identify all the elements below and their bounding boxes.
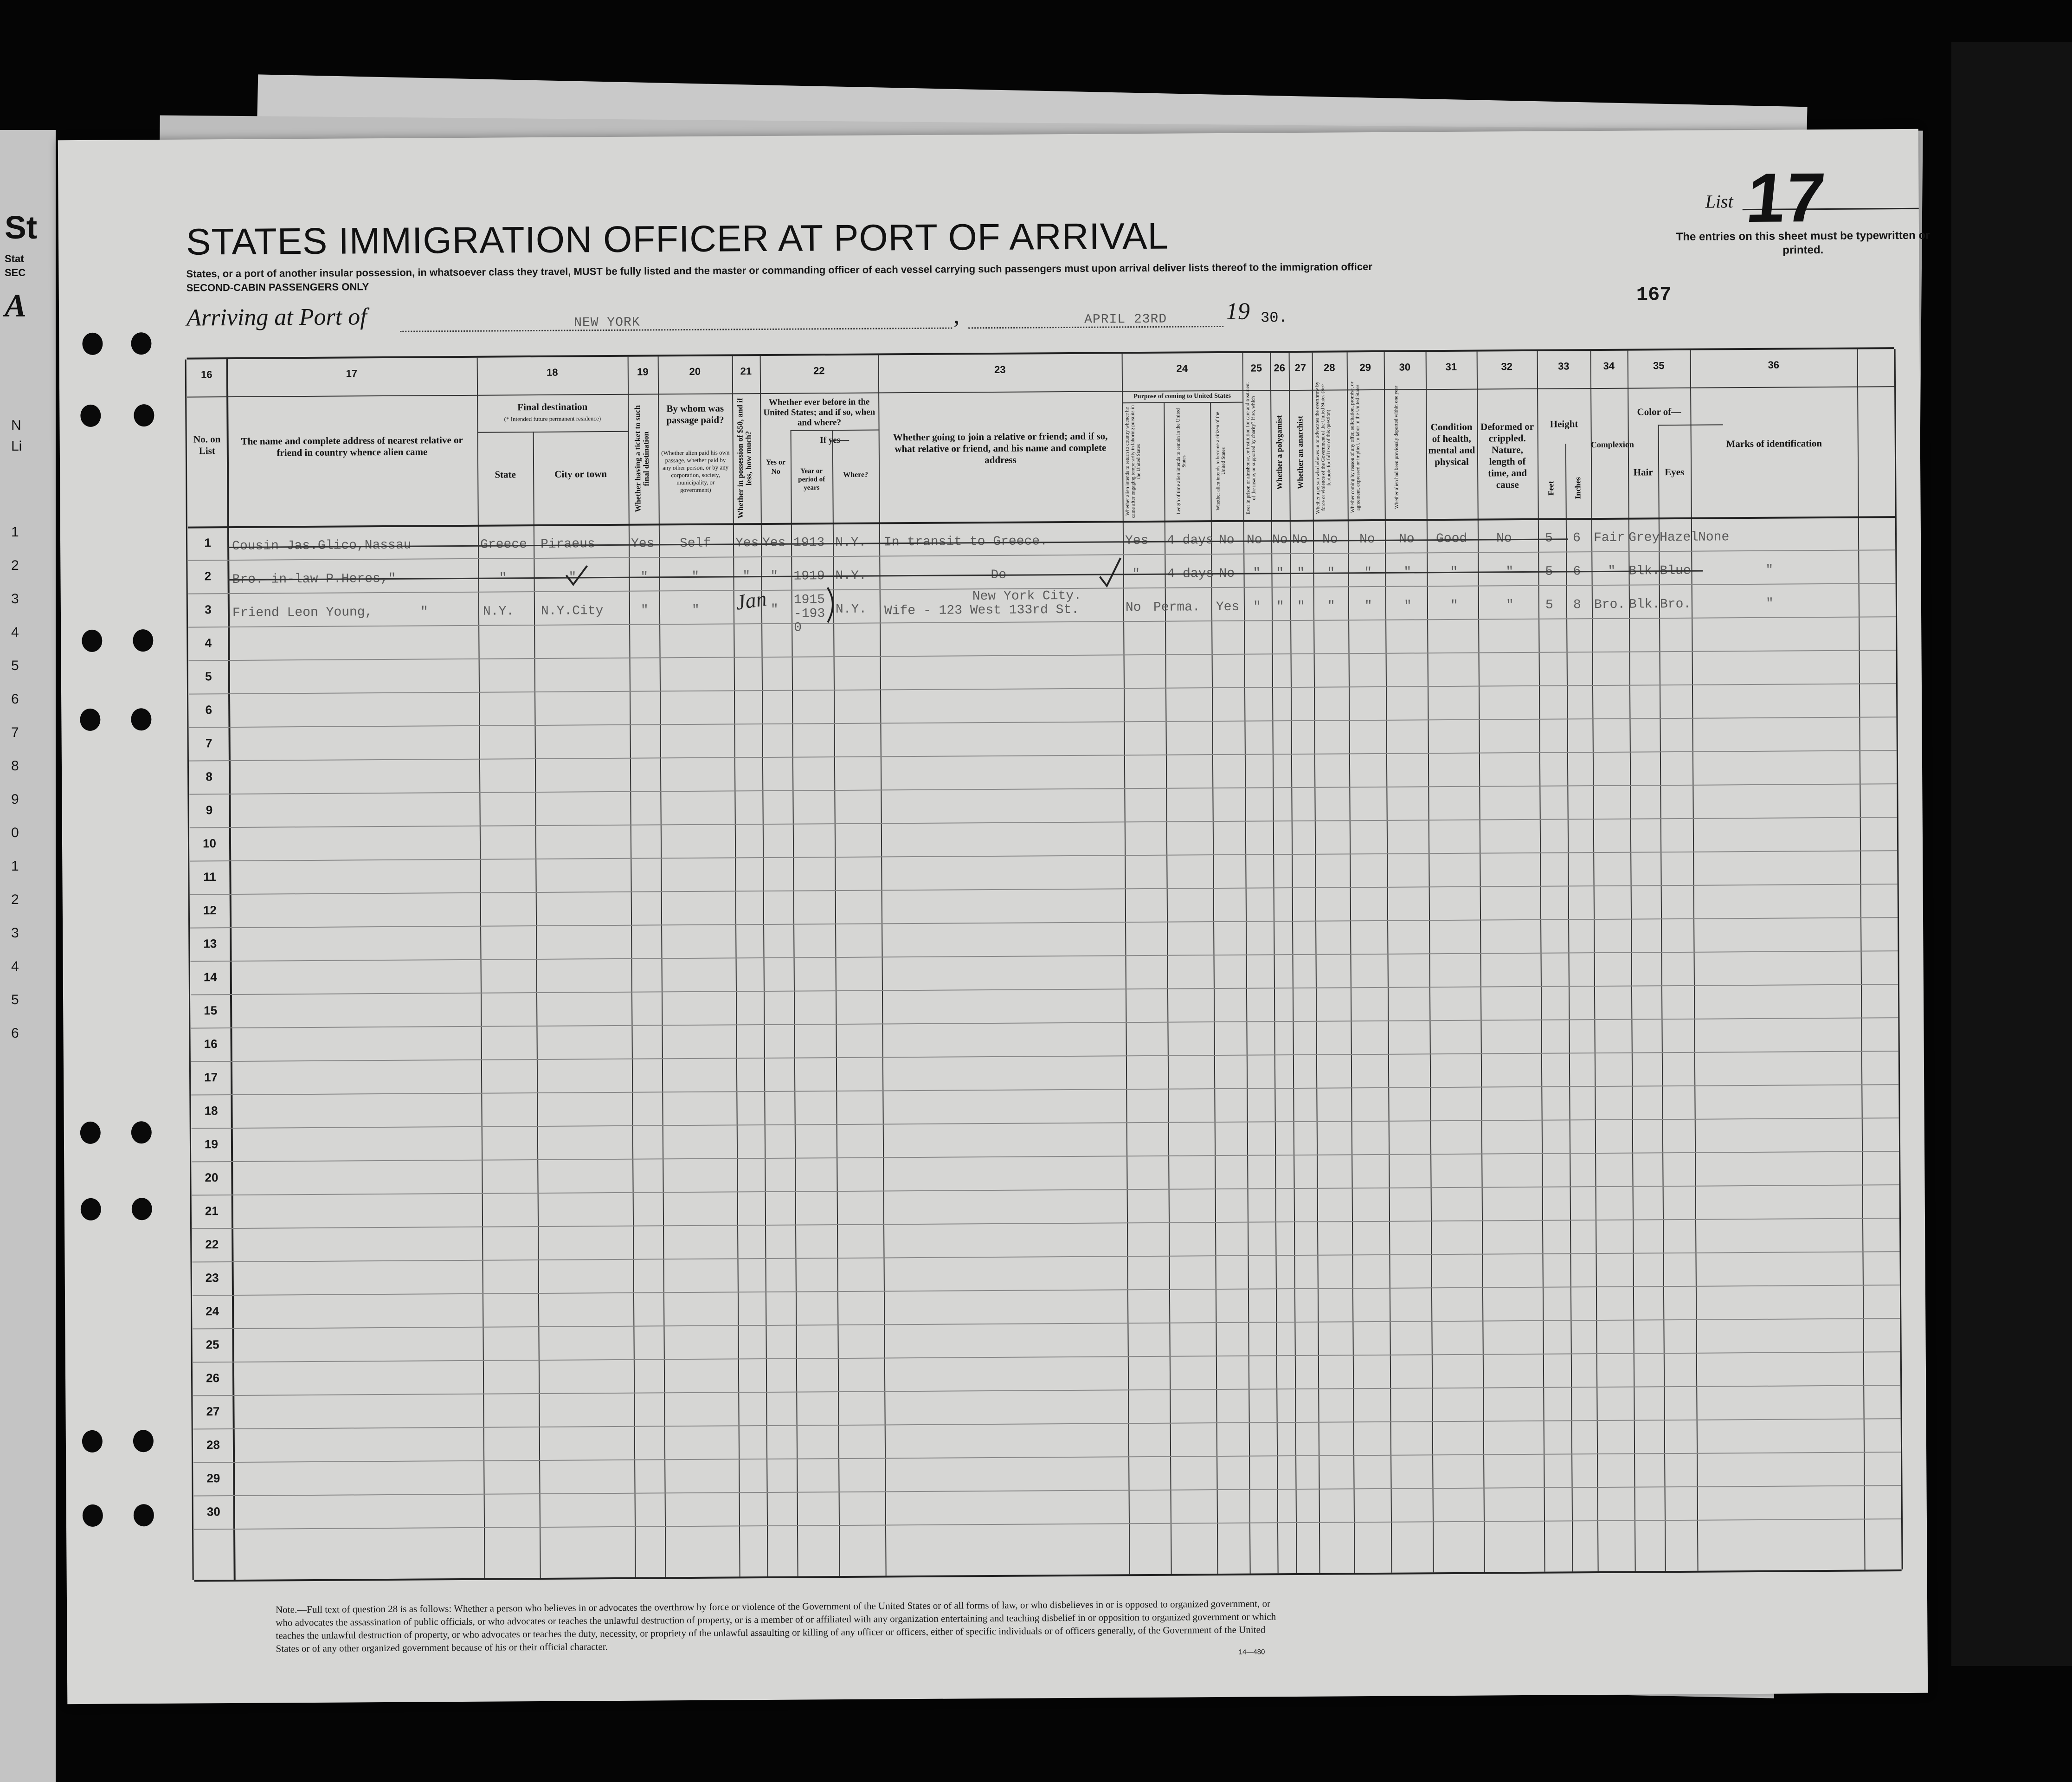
entry-health: " [1450,565,1458,580]
entry-relative: Cousin Jas.Glico,Nassau [232,538,412,554]
col18-state: State [495,469,516,480]
col28-header: Whether a person who believes in or advocates the overthrow by force or violence of the Government of the United States (See footnote for full text of this question) [1314,381,1332,514]
col22-ifyes: If yes— [820,435,849,446]
col35-hair: Hair [1633,466,1653,478]
col18-city: City or town [554,468,607,480]
col33-feet: Feet [1546,481,1556,496]
column-number: 21 [740,365,752,377]
row-rule [190,917,1898,928]
row-number: 22 [205,1237,219,1252]
entry-years: 1919 [793,569,825,584]
row-rule [193,1318,1900,1329]
row-rule [193,1251,1900,1262]
entry-before: Yes [762,536,786,551]
col18-header: Final destination [517,401,588,413]
row-number: 10 [202,836,217,851]
col35-header: Color of— [1637,406,1681,418]
port-value: NEW YORK [574,315,640,330]
strip-number: 7 [11,725,19,740]
row-rule [189,717,1896,728]
entry-length: 4 days [1167,567,1214,581]
row-number: 12 [203,903,217,917]
row-number: 16 [204,1037,218,1051]
entry-return: No [1125,600,1141,615]
col22-years: Year or period of years [798,467,825,492]
punch-hole [131,1121,152,1143]
row-rule [193,1385,1900,1396]
entry-inches: 8 [1573,598,1581,613]
col20-note: (Whether alien paid his own passage, whether paid by any other person, or by any corporation, society, municipality, or government) [661,449,730,494]
entry-inches: 6 [1573,564,1581,579]
entry-deformed: " [1506,598,1514,613]
col36-header: Marks of identification [1726,438,1822,450]
entry-state: N.Y. [483,604,515,619]
col31-header: Condition of health, mental and physical [1428,421,1475,468]
entry-deported: No [1398,532,1415,547]
entry-relative: Bro.-in-law P.Heres," [232,571,396,588]
punch-hole [81,1198,101,1220]
col25-header: Ever in prison or almshouse, or institution for care and treatment of the insane, or supported by charity? If so, which [1244,382,1257,515]
strip-number: 4 [11,625,19,640]
entry-where: N.Y. [835,535,867,550]
punch-hole [133,1430,154,1452]
col22-header: Whether ever before in the United States; and if so, when and where? [763,397,875,428]
entry-marks: " [1765,596,1774,611]
entry-deformed: " [1506,565,1514,580]
punch-hole [134,1504,154,1526]
row-rule [193,1418,1901,1429]
col27-header: Whether an anarchist [1295,415,1305,490]
row-number: 9 [206,803,213,817]
strip-number: 3 [11,925,19,941]
entry-anarchist: " [1297,599,1305,614]
entry-offer: " [1364,599,1372,614]
strip-number: 1 [11,524,19,540]
column-number: 30 [1399,361,1411,373]
comma: , [953,302,960,329]
entry-complexion: " [1608,564,1616,579]
entry-hair: Grey [1628,530,1660,545]
col32-header: Deformed or crippled. Nature, length of time, and cause [1480,420,1534,491]
col19-header: Whether having a ticket to such final destination [633,405,651,513]
punch-hole [80,709,100,731]
row-rule [191,984,1898,995]
row-number: 5 [205,669,212,684]
punch-hole [82,630,102,652]
row-number: 3 [205,602,212,617]
column-number: 35 [1653,360,1665,372]
entry-money: " [742,569,751,584]
entry-deported: " [1403,599,1412,613]
col30-header: Whether alien had been previously deported within one year [1393,385,1400,509]
column-number: 19 [637,366,649,378]
entry-complexion: Fair [1593,530,1625,546]
punch-hole [80,405,101,427]
entry-complexion: Bro. [1594,597,1626,613]
date-value: APRIL 23RD [1084,312,1167,327]
strip-number: 1 [11,859,19,874]
column-number: 25 [1250,362,1262,374]
strip-number: 9 [11,792,19,807]
entry-polygamist: No [1272,533,1288,548]
row-number: 6 [205,703,212,717]
row-rule [190,884,1898,895]
entry-city: Piraeus [540,537,595,552]
entry-offer: " [1364,565,1372,581]
column-number: 33 [1557,360,1570,372]
entry-relative-ditto: " [420,605,428,620]
strip-number: 3 [11,591,19,607]
row-number: 27 [206,1404,220,1419]
column-number: 34 [1603,360,1615,372]
col24-length: Length of time alien intends to remain in the United States [1175,408,1187,515]
strip-number: 6 [11,1026,19,1041]
strip-letters: Stat [5,253,24,265]
entry-feet: 5 [1545,564,1553,579]
subtitle-class: SECOND-CABIN PASSENGERS ONLY [186,281,369,294]
col20-header: By whom was passage paid? [666,402,724,426]
page-subtitle [186,258,1671,295]
row-rule [189,683,1896,694]
entry-anarchist: No [1292,532,1308,548]
row-rule [192,1218,1899,1229]
entry-joining: In transit to Greece. [883,534,1048,550]
entry-ticket: " [640,570,649,585]
strip-number: 8 [11,758,19,774]
col26-header: Whether a polygamist [1274,415,1284,490]
row-number: 26 [206,1371,220,1385]
punch-hole [82,333,103,355]
column-number: 27 [1294,362,1306,374]
col33-header: Height [1550,418,1578,430]
column-number: 28 [1323,362,1335,374]
col23-header: Whether going to join a relative or friend; and if so, what relative or friend, and his name and complete address [893,430,1108,466]
entry-length: Perma. [1153,600,1200,615]
check-marks [187,349,1896,656]
row-number: 23 [205,1271,219,1285]
punch-hole [131,332,151,355]
row-number: 24 [206,1304,219,1318]
entries-note: The entries on this sheet must be typewritten or printed. [1676,229,1930,257]
punch-hole [134,404,154,426]
col34-header: Complexion [1590,439,1634,450]
strip-number: 5 [11,658,19,673]
row-number: 30 [206,1504,220,1519]
strip-letters: A [5,288,26,324]
punch-hole [132,1198,152,1220]
row-rule [191,1017,1898,1028]
strip-number: 4 [11,959,19,974]
row-number: 20 [205,1170,219,1185]
manifest-table [187,347,1902,1582]
col35-eyes: Eyes [1665,466,1685,478]
col29-header: Whether coming by reason of any offer, solicitation, promise, or agreement, expressed or implied, to labor in the United States [1349,381,1361,513]
row-rule [191,1084,1898,1095]
year-suffix: 30. [1261,309,1287,327]
entry-citizen: No [1219,566,1235,581]
entry-eyes: Hazel [1659,530,1699,545]
strip-number: Li [11,439,22,454]
entry-hair: Blk. [1628,564,1660,579]
page-number: 167 [1636,284,1672,306]
entry-overthrow: " [1327,599,1335,614]
row-rule [191,1051,1898,1062]
row-rule [191,950,1898,962]
column-number: 24 [1176,362,1188,374]
entry-deported: " [1403,565,1412,580]
row-number: 17 [204,1070,218,1085]
entry-joining: Wife - 123 West 133rd St. [884,602,1080,619]
punch-hole [83,1504,103,1527]
column-number: 18 [546,366,558,378]
entry-where: N.Y. [835,568,867,584]
row-number: 28 [206,1438,220,1452]
row-number: 18 [204,1104,218,1118]
punch-hole [131,708,151,730]
entry-paid-by: Self [679,536,711,551]
form-number: 14—480 [1238,1648,1265,1656]
row-number: 7 [205,736,212,750]
binding-shadow [1951,42,2072,1666]
entry-paid-by: " [691,569,700,584]
entry-marks: None [1698,530,1730,545]
year-prefix: 19 [1225,298,1250,325]
row-rule [189,750,1897,761]
row-number: 19 [204,1137,219,1151]
list-number: 17 [1743,158,1828,237]
row-rule [190,850,1897,861]
handwritten-note: Jan [734,586,768,614]
strip-letters: St [5,209,37,245]
column-number: 22 [813,365,825,377]
list-label: List [1705,191,1733,212]
entry-polygamist: " [1276,600,1284,614]
row-rule [193,1351,1900,1362]
entry-health: Good [1435,531,1467,547]
entry-health: " [1450,598,1458,613]
strip-number: N [11,418,21,433]
punch-hole [82,1430,103,1453]
entry-eyes: Bro. [1660,597,1692,612]
entry-inches: 6 [1572,531,1581,546]
entry-polygamist: " [1276,566,1284,581]
row-number: 14 [203,970,217,984]
previous-page-edge [0,130,56,1782]
column-number: 23 [994,363,1006,375]
strip-number: 6 [11,691,19,707]
entry-ticket: " [640,603,649,618]
row-number: 8 [206,769,212,784]
col24-citizen: Whether alien intends to become a citizen of the United States [1215,412,1227,510]
row-number: 21 [205,1204,219,1218]
entry-state: " [499,571,507,586]
entry-ticket: Yes [631,536,655,551]
entry-marks: " [1765,563,1774,578]
entry-return: Yes [1125,533,1149,549]
punch-hole [133,629,153,652]
entry-before: " [770,602,779,617]
row-number: 4 [205,636,212,650]
entry-before: " [770,569,779,584]
strip-number: 0 [11,825,19,840]
column-number: 31 [1445,361,1457,373]
entry-citizen: Yes [1216,600,1240,615]
entry-hair: Blk. [1628,597,1660,612]
row-number: 29 [206,1471,220,1485]
entry-city: " [568,570,577,585]
entry-prison: " [1253,600,1261,614]
footnote: Note.—Full text of question 28 is as follows: Whether a person who believes in or advocates the overthrow by force or violence of the Government of the United States or of all forms of law, or who disbelieves in or is opposed to organized government, or who advocates the assassination of public officials, or who advocates or teaches the unlawful destruction of property, or is a member of or affiliated with any organization entertaining and teaching disbelief in or opposition to organized government or which teaches the unlawful destruction of property, or who advocates or teaches the duty, necessity, or propriety of the unlawful assaulting or killing of any officer or officers, either of specific individuals or of officers generally, of the Government of the United States or of any other organized government because of his or their official character. [276,1598,1276,1654]
entry-offer: No [1359,532,1375,547]
arriving-label: Arriving at Port of [186,303,367,331]
row-number: 2 [204,569,212,583]
row-rule [192,1151,1899,1162]
row-number: 25 [206,1337,219,1352]
row-rule [192,1184,1899,1195]
col33-inches: Inches [1573,477,1583,499]
column-number: 36 [1768,359,1780,371]
col24-return: Whether alien intends to return to country whence he came after engaging temporarily in laboring pursuits in the United States [1124,405,1142,518]
entry-prison: " [1253,566,1261,581]
strip-number: 2 [11,558,19,573]
column-number: 17 [346,368,358,380]
row-rule [194,1485,1901,1496]
column-number: 26 [1274,362,1286,374]
subtitle-line: States, or a port of another insular possession, in whatsoever class they travel, MUST be fully listed and the master or commanding officer of each vessel carrying such passengers must upon arrival deliver lists thereof to the immigration officer [186,260,1372,280]
strip-number: 5 [11,992,19,1007]
entry-citizen: No [1218,533,1235,548]
entry-relative: Friend Leon Young, [232,605,373,620]
row-rule [194,1518,1901,1530]
col18-note: (* Intended future permanent residence) [504,415,601,423]
entry-eyes: Blue [1660,563,1691,579]
entry-deformed: No [1496,531,1512,546]
manifest-page [58,129,1928,1704]
entry-feet: 5 [1545,598,1553,613]
col21-header: Whether in possession of $50, and if less, how much? [735,398,753,519]
row-rule [193,1285,1900,1296]
entry-anarchist: " [1297,566,1305,581]
entry-years: 1915-1930 [793,593,825,635]
entry-money: Yes [735,536,759,551]
entry-feet: 5 [1544,531,1553,546]
row-rule [190,817,1897,828]
entry-joining: Do [991,568,1007,583]
entry-where: N.Y. [835,602,867,617]
entry-state: Greece [480,537,528,552]
col22-where: Where? [843,471,869,479]
column-number: 20 [689,365,701,377]
col22-yesno: Yes or No [766,458,786,476]
entry-paid-by: " [691,603,700,618]
row-number: 15 [204,1003,218,1018]
strip-letters: SEC [5,267,26,278]
entry-overthrow: No [1322,532,1338,547]
page-title: STATES IMMIGRATION OFFICER AT PORT OF ARRIVAL [186,215,1169,263]
entry-length: 4 days [1166,533,1214,548]
column-number: 32 [1501,361,1513,373]
row-rule [193,1452,1901,1463]
entry-overthrow: " [1327,566,1335,581]
col17-header: The name and complete address of nearest relative or friend in country whence alien came [241,434,463,458]
entry-years: 1913 [793,536,825,550]
row-number: 13 [203,936,217,951]
col-line [1894,349,1903,1569]
entry-city: N.Y.City [541,604,604,619]
punch-hole [80,1122,101,1144]
col24-header: Purpose of coming to United States [1133,392,1231,400]
row-rule [189,783,1897,794]
row-rule [192,1117,1899,1129]
entry-prison: No [1246,533,1262,548]
column-number: 16 [201,368,212,381]
col16-header: No. on List [193,433,221,457]
entry-joining-city: New York City. [972,588,1082,604]
entry-return: " [1132,567,1140,582]
row-number: 11 [203,870,216,884]
strip-number: 2 [11,892,19,907]
port-line [400,328,952,332]
column-number: 29 [1359,361,1371,374]
row-number: 1 [204,536,211,550]
